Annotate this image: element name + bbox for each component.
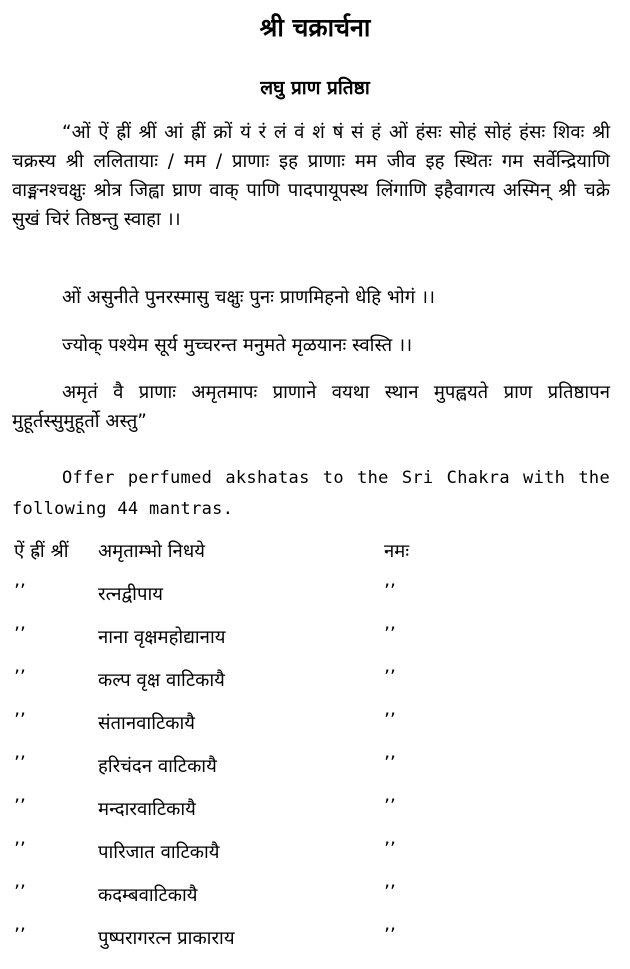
mantra-prefix: ऐं ह्रीं श्रीं	[14, 541, 69, 562]
mantra-suffix: ’’	[384, 882, 396, 903]
mantra-prefix: ’’	[14, 624, 26, 645]
mantra-suffix: ’’	[384, 839, 396, 860]
mantra-prefix: ’’	[14, 796, 26, 817]
mantra-suffix: नमः	[384, 541, 410, 562]
mantra-prefix: ’’	[14, 839, 26, 860]
mantra-name: रत्नद्वीपाय	[98, 584, 163, 605]
mantra-name: कदम्बवाटिकायै	[98, 885, 198, 906]
mantra-prefix: ’’	[14, 753, 26, 774]
mantra-row	[0, 925, 630, 965]
mantra-prefix: ’’	[14, 882, 26, 903]
invocation-paragraph: ओं असुनीते पुनरस्मासु चक्षुः पुनः प्राणमिहनो धेहि भोगं ।।	[62, 287, 436, 308]
mantra-suffix: ’’	[384, 925, 396, 946]
mantra-suffix: ’’	[384, 710, 396, 731]
mantra-row	[0, 667, 630, 707]
mantra-suffix: ’’	[384, 624, 396, 645]
mantra-prefix: ’’	[14, 667, 26, 688]
mantra-row	[0, 710, 630, 750]
mantra-name: मन्दारवाटिकायै	[98, 799, 196, 820]
mantra-row	[0, 796, 630, 836]
mantra-prefix: ’’	[14, 710, 26, 731]
mantra-suffix: ’’	[384, 581, 396, 602]
mantra-prefix: ’’	[14, 925, 26, 946]
mantra-name: हरिचंदन वाटिकायै	[98, 756, 217, 777]
page-title: श्री चक्रार्चना	[259, 13, 371, 42]
mantra-row	[0, 753, 630, 793]
mantra-suffix: ’’	[384, 753, 396, 774]
mantra-name: पारिजात वाटिकायै	[98, 842, 220, 863]
mantra-name: कल्प वृक्ष वाटिकायै	[98, 670, 225, 691]
mantra-name: संतानवाटिकायै	[98, 713, 196, 734]
mantra-name: अमृताम्भो निधये	[98, 541, 205, 562]
mantra-row	[0, 882, 630, 922]
mantra-row	[0, 839, 630, 879]
mantra-row	[0, 538, 630, 578]
invocation-paragraph: अमृतं वै प्राणाः अमृतमापः प्राणाने वयथा स्थान मुपह्वयते प्राण प्रतिष्ठापन मुहूर्तस्सुमुहूर्तो अस्तु”	[12, 382, 610, 432]
mantra-suffix: ’’	[384, 667, 396, 688]
section-subtitle: लघु प्राण प्रतिष्ठा	[260, 77, 370, 99]
instruction-text: Offer perfumed akshatas to the Sri Chakra with the following 44 mantras.	[12, 468, 610, 519]
invocation-paragraph: “ओं ऐं ह्रीं श्रीं आं ह्रीं क्रों यं रं लं वं शं षं सं हं ओं हंसः सोहं सोहं हंसः शिवः श्री चक्रस्य श्री ललितायाः / मम / प्राणाः इह प्राणाः मम जीव इह स्थितः गम सर्वेन्द्रियाणि वाङ्मनश्चक्षुः श्रोत्र जिह्वा घ्राण वाक् पाणि पादपायूपस्थ लिंगाणि इहैवागत्य अस्मिन् श्री चक्रे सुखं चिरं तिष्ठन्तु स्वाहा ।।	[12, 122, 610, 230]
mantra-prefix: ’’	[14, 581, 26, 602]
mantra-suffix: ’’	[384, 796, 396, 817]
mantra-name: नाना वृक्षमहोद्यानाय	[98, 627, 226, 648]
mantra-name: पुष्परागरत्न प्राकाराय	[98, 928, 235, 949]
invocation-paragraph: ज्योक् पश्येम सूर्य मुच्चरन्त मनुमते मृळयानः स्वस्ति ।।	[62, 335, 413, 356]
mantra-row	[0, 581, 630, 621]
mantra-row	[0, 624, 630, 664]
